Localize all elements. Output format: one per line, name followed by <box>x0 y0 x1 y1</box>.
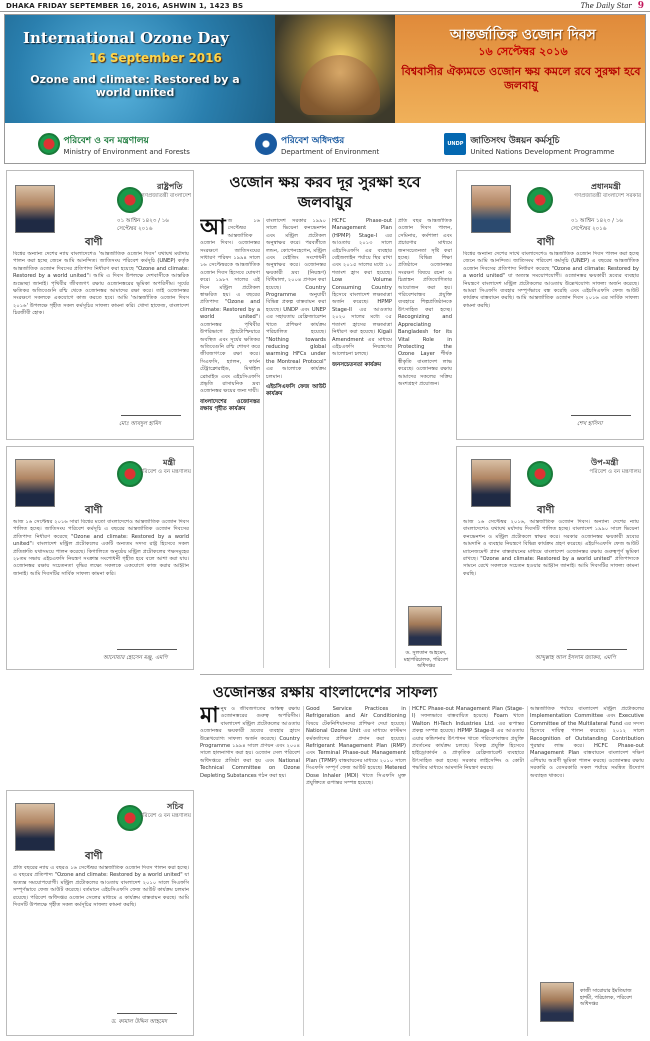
column-rule <box>263 218 264 668</box>
doe-name-bn: পরিবেশ অধিদপ্তর <box>281 135 345 146</box>
doe-seal-icon <box>255 133 277 155</box>
ministry-name-bn: পরিবেশ ও বন মন্ত্রণালয় <box>63 135 149 146</box>
banner-english-slogan: Ozone and climate: Restored by a world united <box>30 73 240 99</box>
undp-name-en: United Nations Development Programme <box>470 147 615 156</box>
deputy-minister-signature <box>567 649 627 650</box>
president-sign-name: মোঃ আবদুল হামিদ <box>119 421 161 427</box>
minister-photo <box>15 459 55 507</box>
article2-author-caption: কাজী সারোয়ার ইমতিয়াজ হাশমী, পরিচালক, পরিবেশ অধিদপ্তর <box>580 988 632 1007</box>
deputy-minister-role-sub: পরিবেশ ও বন মন্ত্রণালয় <box>589 469 641 475</box>
main-headline: ওজোন ক্ষয় করব দূর সুরক্ষা হবে জলবায়ুর <box>229 173 421 211</box>
banner-bangla-title: আন্তর্জাতিক ওজোন দিবস <box>450 27 596 43</box>
secretary-message-body: প্রতি বছরের ন্যায় এ বছরও ১৬ সেপ্টেম্বর আন্তর্জাতিক ওজোন দিবস পালন করা হচ্ছে। এ বছরের প্রতিপাদ্য "Ozone and climate: Restored by a world united" যা অত্যন্ত সময়োপযোগী। মন্ট্রিল প্রটোকলের আওতায় বাংলাদেশ ২০১০ সালে সিএফসি সম্পূর্ণভাবে ফেজ আউট করেছে। বর্তমানে এইচসিএফসি ফেজ আউট কার্যক্রম চলমান রয়েছে। পরিবেশ অধিদপ্তর ওজোন সেলের মাধ্যমে এ কার্যক্রম বাস্তবায়ন করছে। আমি দিবসটি উপলক্ষে গৃহীত সকল কর্মসূচির সাফল্য কামনা করছি। <box>13 865 189 909</box>
page-number: 9 <box>637 0 644 11</box>
pm-sign-name: শেখ হাসিনা <box>577 421 603 427</box>
minister-message-body: আজ ১৬ সেপ্টেম্বর ২০১৬ সারা বিশ্বের মতো বাংলাদেশেও আন্তর্জাতিক ওজোন দিবস পালিত হচ্ছে। জাতিসংঘ পরিবেশ কর্মসূচি এ বছরের আন্তর্জাতিক ওজোন দিবসের প্রতিপাদ্য নির্ধারণ করেছে "Ozone and climate: Restored by a world united"। বাংলাদেশ মন্ট্রিল প্রটোকলের একটি অন্যতম সদস্য রাষ্ট্র হিসেবে সকল প্রতিশ্রুতি যথাসময়ে পালন করেছে। কিগালিতে অনুষ্ঠেয় মন্ট্রিল প্রটোকলের পক্ষসমূহের ২৮তম সভায় এইচএফসি নিয়ন্ত্রণ সংক্রান্ত সংশোধনী গৃহীত হবে বলে আশা করা যায়। ওজোনস্তর রক্ষায় সচেতনতা বৃদ্ধির লক্ষ্যে সকলকে একযোগে কাজ করার আহ্বান জানাই। আমি দিবসটির সার্বিক সাফল্য কামনা করি। <box>13 519 189 577</box>
president-role-sub: গণপ্রজাতন্ত্রী বাংলাদেশ <box>141 193 191 199</box>
masthead <box>0 0 650 12</box>
article1-col1: আজ ১৬ সেপ্টেম্বর আন্তর্জাতিক ওজোন দিবস। ওজোনস্তর সংরক্ষণে জাতিসংঘের সাধারণ পরিষদ ১৯৯৪ সালে ১৬ সেপ্টেম্বরকে আন্তর্জাতিক ওজোন দিবস হিসেবে ঘোষণা করে। ১৯৮৭ সালের এই দিনে মন্ট্রিল প্রটোকল স্বাক্ষরিত হয়। এ বছরের প্রতিপাদ্য "Ozone and climate: Restored by a world united"। ওজোনস্তর পৃথিবীর উপরিভাগে স্ট্র্যাটোস্ফিয়ারে অবস্থিত এবং সূর্যের ক্ষতিকর অতিবেগুনি রশ্মি শোষণ করে জীবজগৎকে রক্ষা করে। সিএফসি, হ্যালন, কার্বন টেট্রাক্লোরাইড, মিথাইল ব্রোমাইড এবং এইচসিএফসি প্রভৃতি রাসায়নিক দ্রব্য ওজোনস্তর ক্ষয়ের জন্য দায়ী। বাংলাদেশের ওজোনস্তর রক্ষায় গৃহীত কার্যক্রম <box>200 218 260 413</box>
secretary-message <box>6 790 194 1036</box>
deputy-minister-message <box>456 446 644 670</box>
minister-sign-name: আনোয়ার হোসেন মঞ্জু, এমপি <box>103 655 168 661</box>
deputy-minister-photo <box>471 459 511 507</box>
article2-dropcap: মা <box>200 706 219 728</box>
article2-col1: মানুষ ও জীবজগতের অস্তিত্ব রক্ষায় ওজোনস্তরের গুরুত্ব অপরিসীম। বাংলাদেশ মন্ট্রিল প্রটোকলের আওতায় ওজোনস্তর ক্ষয়কারী দ্রব্যের ব্যবহার হ্রাসে উল্লেখযোগ্য সাফল্য অর্জন করেছে। Country Programme ১৯৯৪ সালে প্রণয়ন এবং ২০০৪ সালে হালনাগাদ করা হয়। ওজোন সেল পরিবেশ অধিদপ্তরে প্রতিষ্ঠা করা হয় এবং National Technical Committee on Ozone Depleting Substances গঠন করা হয়। <box>200 706 300 779</box>
pm-message <box>456 170 644 440</box>
minister-role: মন্ত্রী <box>163 458 176 467</box>
pm-role: প্রধানমন্ত্রী <box>591 182 621 191</box>
doe-name-en: Department of Environment <box>281 147 380 156</box>
deputy-minister-sign-name: আব্দুল্লাহ আল ইসলাম জ্যাকব, এমপি <box>535 655 616 661</box>
secretary-signature <box>117 1013 177 1014</box>
article2-col2: Good Service Practices in Refrigeration and Air Conditioning বিষয়ে টেকনিশিয়ানদের প্রশিক্ষণ দেয়া হয়েছে। National Ozone Unit এর মাধ্যমে কাস্টমস কর্মকর্তাদের প্রশিক্ষণ প্রদান করা হয়েছে। Refrigerant Management Plan (RMP) এবং Terminal Phase-out Management Plan (TPMP) বাস্তবায়নের মাধ্যমে ২০১০ সালে সিএফসি সম্পূর্ণ ফেজ আউট হয়েছে। Metered Dose Inhaler (MDI) খাতে সিএফসি মুক্ত প্রযুক্তিতে রূপান্তর সম্পন্ন হয়েছে। <box>306 706 406 787</box>
article2-col3: HCFC Phase-out Management Plan (Stage-I) সফলভাবে বাস্তবায়িত হয়েছে। Foam খাতে Walton Hi-Tech Industries Ltd. এর রূপান্তর প্রকল্প সম্পন্ন হয়েছে। HPMP Stage-II এর আওতায় এয়ার কন্ডিশনার উৎপাদন খাতে পরিবেশবান্ধব প্রযুক্তি প্রবর্তনের কার্যক্রম চলছে। বিকল্প প্রযুক্তি হিসেবে হাইড্রোকার্বন ও প্রাকৃতিক রেফ্রিজারেন্ট ব্যবহারে উৎসাহিত করা হচ্ছে। সরকার লাইসেন্সিং ও কোটা পদ্ধতির মাধ্যমে আমদানি নিয়ন্ত্রণ করছে। <box>412 706 524 772</box>
sponsor-logos <box>5 123 646 164</box>
secondary-headline: ওজোনস্তর রক্ষায় বাংলাদেশের সাফল্য <box>212 683 438 701</box>
pm-date: ০১ আশ্বিন ১৪২৩ / ১৬ সেপ্টেম্বর ২০১৬ <box>571 218 623 232</box>
president-date: ০১ আশ্বিন ১৪২৩ / ১৬ সেপ্টেম্বর ২০১৬ <box>117 218 169 232</box>
article1-col3: HCFC Phase-out Management Plan (HPMP) Stage-I এর আওতায় ২০১৩ সালে এইচসিএফসি এর ব্যবহার বেইজলাইন পর্যায়ে স্থির রাখা এবং ২০১৫ সালের মধ্যে ১০ শতাংশ হ্রাস করা হয়েছে। Low Volume Consuming Country হিসেবে বাংলাদেশ লক্ষ্যমাত্রা অর্জন করেছে। HPMP Stage-II এর আওতায় ২০২০ সালের মধ্যে ৩৫ শতাংশ হ্রাসের লক্ষ্যমাত্রা নির্ধারণ করা হয়েছে। Kigali Amendment এর মাধ্যমে এইচএফসি নিয়ন্ত্রণের আলোচনা চলছে। জনসচেতনতা কার্যক্রম <box>332 218 392 368</box>
column-rule <box>527 706 528 1036</box>
masthead-title: The Daily Star <box>580 1 632 10</box>
masthead-brand <box>581 1 644 11</box>
column-rule <box>395 218 396 668</box>
minister-bani-heading: বাণী <box>85 505 103 516</box>
section-divider <box>200 674 452 675</box>
undp-name-bn: জাতিসংঘ উন্নয়ন কর্মসূচি <box>470 135 560 146</box>
president-signature <box>121 415 181 416</box>
secretary-sign-name: ড. কামাল উদ্দিন আহমেদ <box>111 1019 167 1025</box>
pm-bani-heading: বাণী <box>537 237 555 248</box>
article1-col4: প্রতি বছর আন্তর্জাতিক ওজোন দিবস পালন, সেমিনার, কর্মশালা এবং প্রচারণার মাধ্যমে জনসচেতনতা সৃষ্টি করা হচ্ছে। বিভিন্ন শিক্ষা প্রতিষ্ঠানে ওজোনস্তর সংরক্ষণ বিষয়ে রচনা ও চিত্রাঙ্কন প্রতিযোগিতার আয়োজন করা হয়। পরিবেশবান্ধব প্রযুক্তি ব্যবহারে শিল্পপ্রতিষ্ঠানকে উৎসাহিত করা হচ্ছে। Recognizing and Appreciating Bangladesh for its Vital Role in Protecting the Ozone Layer শীর্ষক স্বীকৃতি বাংলাদেশ লাভ করেছে। ওজোনস্তর রক্ষায় আমাদের সকলের সক্রিয় অংশগ্রহণ প্রয়োজন। <box>398 218 452 387</box>
undp-seal-icon: UNDP <box>444 133 466 155</box>
president-photo <box>15 185 55 233</box>
pm-role-sub: গণপ্রজাতন্ত্রী বাংলাদেশ সরকার <box>574 193 641 199</box>
banner-bangla-date: ১৬ সেপ্টেম্বর ২০১৬ <box>478 45 568 58</box>
minister-role-sub: পরিবেশ ও বন মন্ত্রণালয় <box>139 469 191 475</box>
secretary-bani-heading: বাণী <box>85 851 103 862</box>
ozone-day-banner <box>4 14 646 164</box>
ministry-name-en: Ministry of Environment and Forests <box>63 147 190 156</box>
president-bani-heading: বাণী <box>85 237 103 248</box>
article1-author-caption: ড. সুলতান আহমেদ, মহাপরিচালক, পরিবেশ অধিদপ্তর <box>403 650 449 669</box>
bangladesh-emblem-icon <box>527 187 553 213</box>
deputy-minister-role: উপ-মন্ত্রী <box>591 458 619 467</box>
deputy-minister-message-body: আজ ১৬ সেপ্টেম্বর ২০১৬, আন্তর্জাতিক ওজোন দিবস। অন্যান্য দেশের ন্যায় বাংলাদেশেও যথাযথ মর্যাদায় দিবসটি পালিত হচ্ছে। বাংলাদেশ ১৯৯০ সালে ভিয়েনা কনভেনশন ও মন্ট্রিল প্রটোকলে স্বাক্ষর করে। সরকার ওজোনস্তর ক্ষয়কারী দ্রব্যের আমদানি ও ব্যবহার নিয়ন্ত্রণে বিভিন্ন কার্যক্রম গ্রহণ করেছে। এইচসিএফসি ফেজ আউট ম্যানেজমেন্ট প্ল্যান বাস্তবায়নের মাধ্যমে বাংলাদেশ ওজোনস্তর রক্ষায় গুরুত্বপূর্ণ ভূমিকা রাখছে। "Ozone and climate: Restored by a world united" প্রতিপাদ্যকে সামনে রেখে সকলকে সচেতন হওয়ার আহ্বান জানাই। আমি দিবসটির সাফল্য কামনা করছি। <box>463 519 639 577</box>
government-seal-icon <box>38 133 60 155</box>
column-rule <box>409 706 410 1036</box>
secretary-photo <box>15 803 55 851</box>
president-role: রাষ্ট্রপতি <box>157 182 183 191</box>
article1-col2: বাংলাদেশ সরকার ১৯৯০ সালে ভিয়েনা কনভেনশন এবং মন্ট্রিল প্রটোকল অনুস্বাক্ষর করে। পরবর্তীতে লন্ডন, কোপেনহেগেন, মন্ট্রিল এবং বেইজিং সংশোধনী অনুস্বাক্ষর করে। ওজোনস্তর ক্ষয়কারী দ্রব্য (নিয়ন্ত্রণ) বিধিমালা, ২০০৪ প্রণয়ন করা হয়েছে। Country Programme অনুযায়ী বিভিন্ন প্রকল্প বাস্তবায়ন করা হয়েছে। UNDP এবং UNEP এর সহায়তায় রেফ্রিজারেশন খাতে প্রশিক্ষণ কার্যক্রম পরিচালিত হয়েছে। "Nothing towards reducing global warming HFCs under the Montreal Protocol" এর আলোকে কার্যক্রম চলমান। এইচসিএফসি ফেজ আউট কার্যক্রম <box>266 218 326 398</box>
article2-col4: আন্তর্জাতিক পর্যায়ে বাংলাদেশ মন্ট্রিল প্রটোকলের Implementation Committee এবং Executive Committee of the Multilateral Fund এর সদস্য হিসেবে দায়িত্ব পালন করেছে। ২০১২ সালে Recognition of Outstanding Contribution পুরস্কার লাভ করে। HCFC Phase-out Management Plan বাস্তবায়নে বাংলাদেশ দক্ষিণ এশিয়ায় অগ্রণী ভূমিকা পালন করছে। ওজোনস্তর রক্ষায় সরকারি ও বেসরকারি সকল পর্যায়ে সমন্বিত উদ্যোগ অব্যাহত থাকবে। <box>530 706 644 779</box>
pm-photo <box>471 185 511 233</box>
pm-message-body: বিশ্বের অন্যান্য দেশের সাথে বাংলাদেশেও আন্তর্জাতিক ওজোন দিবস পালন করা হচ্ছে জেনে আমি আনন্দিত। জাতিসংঘ পরিবেশ কর্মসূচি (UNEP) এ বছরের আন্তর্জাতিক ওজোন দিবসের প্রতিপাদ্য নির্ধারণ করেছে "Ozone and climate: Restored by a world united" যা অত্যন্ত সময়োপযোগী। ওজোনস্তর ক্ষয়কারী দ্রব্যের ব্যবহার নিয়ন্ত্রণে বাংলাদেশ মন্ট্রিল প্রটোকলের আওতায় উল্লেখযোগ্য সাফল্য অর্জন করেছে। আমরা সিএফসি ব্যবহার সম্পূর্ণভাবে বন্ধ করেছি এবং এইচসিএফসি ফেজ আউট কার্যক্রম বাস্তবায়ন করছি। আমি আন্তর্জাতিক ওজোন দিবস ২০১৬ এর সার্বিক সাফল্য কামনা করছি। <box>463 251 639 309</box>
column-rule <box>329 218 330 668</box>
deputy-minister-bani-heading: বাণী <box>537 505 555 516</box>
president-message <box>6 170 194 440</box>
article2-author-photo <box>540 982 574 1022</box>
ministry-logo <box>38 133 190 156</box>
pm-signature <box>571 415 631 416</box>
article1-dropcap: আ <box>200 218 226 240</box>
column-rule <box>303 706 304 1036</box>
undp-logo <box>444 133 614 156</box>
article1-author-photo <box>408 606 442 646</box>
secretary-role: সচিব <box>167 802 184 811</box>
minister-signature <box>117 649 177 650</box>
bangladesh-emblem-icon <box>527 461 553 487</box>
secretary-role-sub: পরিবেশ ও বন মন্ত্রণালয় <box>139 813 191 819</box>
president-message-body: বিশ্বের অন্যান্য দেশের ন্যায় বাংলাদেশেও 'আন্তর্জাতিক ওজোন দিবস' যথাযথ মর্যাদায় পালন করা হচ্ছে জেনে আমি আনন্দিত। জাতিসংঘ পরিবেশ কর্মসূচি (UNEP) কর্তৃক আন্তর্জাতিক ওজোন দিবসের প্রতিপাদ্য নির্ধারণ করা হয়েছে "Ozone and climate: Restored by a world united"। আমি এ দিবস উপলক্ষে দেশবাসীকে আন্তরিক শুভেচ্ছা জানাই। পৃথিবীর জীবজগৎ রক্ষায় ওজোনস্তরের ভূমিকা অপরিসীম। সূর্যের ক্ষতিকর অতিবেগুনি রশ্মি থেকে ওজোনস্তর আমাদের রক্ষা করে। তাই ওজোনস্তর সংরক্ষণে সকলকে একযোগে কাজ করতে হবে। আমি 'আন্তর্জাতিক ওজোন দিবস ২০১৬' উপলক্ষে গৃহীত সকল কর্মসূচির সাফল্য কামনা করি। খোদা হাফেজ, বাংলাদেশ চিরজীবী হোক। <box>13 251 189 317</box>
masthead-dateline: DHAKA FRIDAY SEPTEMBER 16, 2016, ASHWIN 1, 1423 BS <box>6 1 244 10</box>
banner-english-date: 16 September 2016 <box>89 51 222 65</box>
minister-message <box>6 446 194 670</box>
banner-english-title: International Ozone Day <box>23 29 229 47</box>
banner-bangla-slogan: বিশ্ববাসীর ঐক্যমতে ওজোন ক্ষয় কমলে রবে সুরক্ষা হবে জলবায়ু <box>401 65 641 92</box>
doe-logo <box>255 133 379 156</box>
